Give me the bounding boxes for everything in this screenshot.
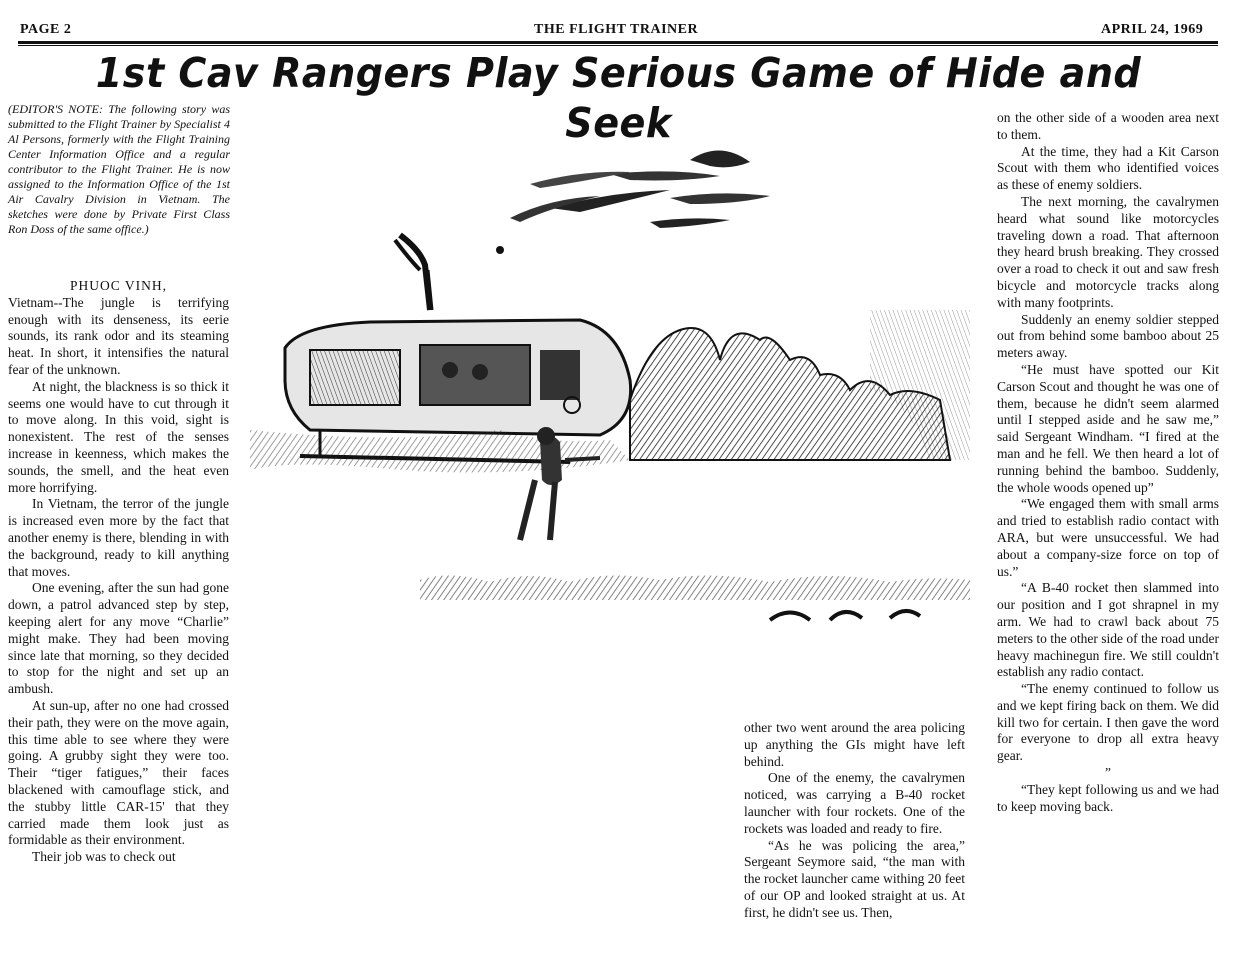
page-number: PAGE 2 xyxy=(20,22,72,37)
masthead-rule xyxy=(18,41,1218,44)
editor-note: (EDITOR'S NOTE: The following story was submitted to the Flight Trainer by Specialist 4 Al Persons, formerly with the Flight Training Center Information Office and a regular contributor to the Flight Trainer. He is now assigned to the Information Office of the 1st Air Cavalry Division in Vietnam. The sketches were done by Private First Class Ron Doss of the same office.) xyxy=(8,102,230,236)
newspaper-name: THE FLIGHT TRAINER xyxy=(534,22,699,37)
paragraph: “As he was policing the area,” Sergeant Seymore said, “the man with the rocket launcher came withing 20 feet of our OP and looked straight at us. At first, he didn't see us. Then, xyxy=(744,837,965,920)
headline: 1st Cav Rangers Play Serious Game of Hide and Seek xyxy=(95,49,1142,147)
paragraph: One evening, after the sun had gone down, a patrol advanced step by step, keeping alert for any move “Charlie” might make. They had been moving since late that morning, so they decided to stop for the night and set up an ambush. xyxy=(8,580,229,697)
issue-date: APRIL 24, 1969 xyxy=(1101,22,1204,37)
paragraph: other two went around the area policing up anything the GIs might have left behind. xyxy=(744,720,965,769)
column-2 xyxy=(744,720,965,922)
paragraph: The next morning, the cavalrymen heard what sound like motorcycles traveling down a road. That afternoon they heard brush breaking. They crossed over a road to check it out and saw fresh bicycle and motorcycle tracks along with many footprints. xyxy=(997,193,1219,310)
paragraph: “We engaged them with small arms and tried to establish radio contact with ARA, but were unsuccessful. We had about a company-size force on top of us.” xyxy=(997,496,1219,579)
column-1 xyxy=(8,276,229,866)
masthead-rule-thin xyxy=(18,45,1218,46)
paragraph: In Vietnam, the terror of the jungle is increased even more by the fact that another enemy is there, blending in with the background, ready to kill anything that moves. xyxy=(8,496,229,579)
column-3 xyxy=(997,110,1219,815)
paragraph: Suddenly an enemy soldier stepped out from behind some bamboo about 25 meters away. xyxy=(997,311,1219,361)
paragraph: “He must have spotted our Kit Carson Scout and thought he was one of them, because he didn't seem alarmed until I stepped aside and he saw me,” said Sergeant Windham. “I fired at the man and he fell. We then heard a lot of running behind the bamboo. Suddenly, the whole woods opened up” xyxy=(997,361,1219,495)
dateline: PHUOC VINH, xyxy=(69,278,167,293)
paragraph: Their job was to check out xyxy=(32,849,176,865)
paragraph: One of the enemy, the cavalrymen noticed, was carrying a B-40 rocket launcher with four rockets. One of the rockets was loaded and ready to fire. xyxy=(744,770,965,836)
paragraph: At sun-up, after no one had crossed their path, they were on the move again, this time able to see where they were going. A grubby sight they were too. Their “tiger fatigues,” their faces blackened with camouflage stick, and the stubby little CAR-15' that they carried made them look just as formidable as their environment. xyxy=(8,697,229,848)
paragraph: “They kept following us and we had to keep moving back. xyxy=(997,781,1219,814)
paragraph: At night, the blackness is so thick it seems one would have to cut through it to move along. In this void, sight is nonexistent. The rest of the senses increase in keenness, which makes the sounds, the smell, and the heat even more horrifying. xyxy=(8,378,229,495)
paragraph: “A B-40 rocket then slammed into our position and I got shrapnel in my arm. We had to crawl back about 75 meters to the other side of the road under heavy machinegun fire. We still couldn't establish any radio contact. xyxy=(997,580,1219,680)
helicopter-sketch-illustration xyxy=(250,100,985,648)
paragraph: Vietnam--The jungle is terrifying enough with its denseness, its eerie sounds, its rank odor and its steaming heat. In short, it intensifies the natural fear of the unknown. xyxy=(8,294,229,377)
paragraph: on the other side of a wooden area next to them. xyxy=(997,110,1219,142)
paragraph: At the time, they had a Kit Carson Scout with them who identified voices as these of enemy soldiers. xyxy=(997,143,1219,193)
paragraph: “The enemy continued to follow us and we kept firing back on them. We did kill two for certain. I then gave the word for everyone to drop all extra heavy gear. xyxy=(997,681,1219,764)
paragraph: ” xyxy=(1105,765,1111,781)
